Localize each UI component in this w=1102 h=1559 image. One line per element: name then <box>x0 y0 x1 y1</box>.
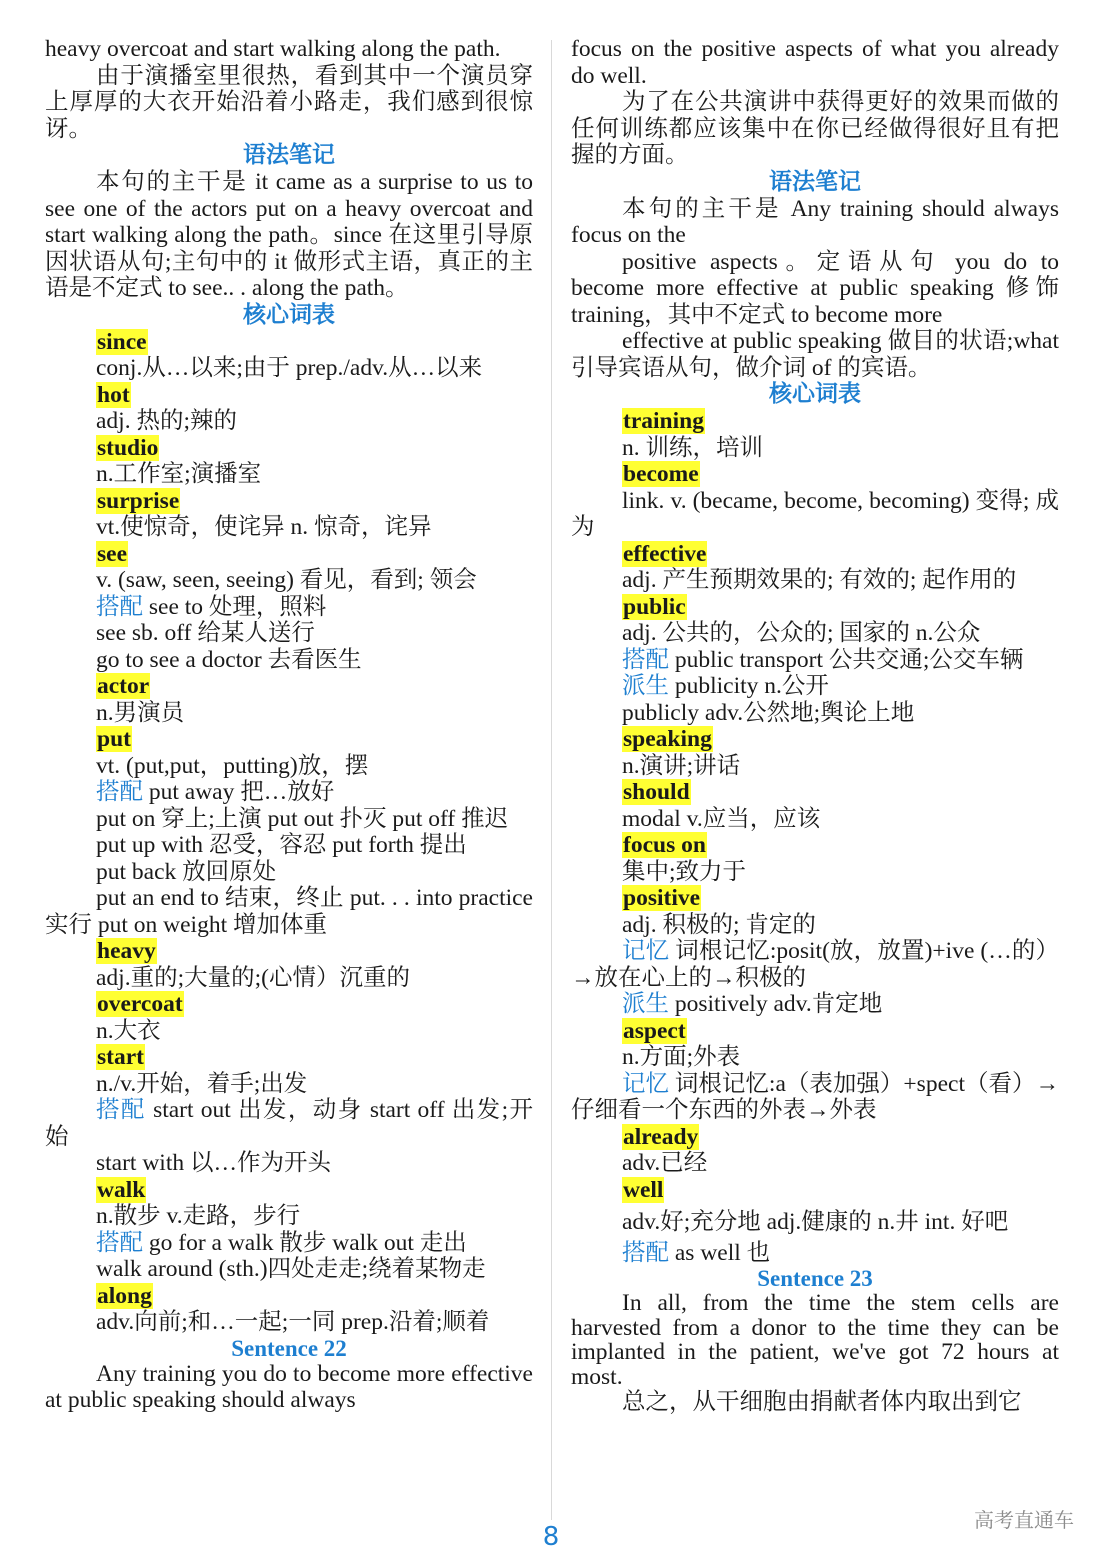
vocab-word: already <box>623 1123 699 1150</box>
vocab-word: overcoat <box>97 991 183 1017</box>
vocab-word: well <box>623 1176 664 1203</box>
collocation-tag: 搭配 <box>96 1097 146 1123</box>
vocab-word: effective <box>623 540 707 567</box>
collocation-tag: 搭配 <box>96 779 143 805</box>
vocab-derivative: 派生 positively adv.肯定地 <box>622 991 883 1017</box>
vocab-collocation: put up with 忍受，容忍 put forth 提出 <box>96 832 467 858</box>
vocab-collocation: 搭配 put away 把…放好 <box>96 779 335 805</box>
vocab-definition: n.大衣 <box>96 1017 161 1044</box>
vocab-word: become <box>623 461 699 487</box>
vocab-word: surprise <box>97 487 180 514</box>
vocab-word: walk <box>97 1176 146 1203</box>
vocab-definition: adv.已经 <box>622 1150 708 1176</box>
vocab-collocation: 搭配 as well 也 <box>622 1239 771 1266</box>
derivative-tag: 派生 <box>622 673 669 699</box>
vocab-word: actor <box>97 673 150 699</box>
vocab-word: focus on <box>623 832 706 858</box>
vocab-heading: 核心词表 <box>769 381 861 407</box>
paragraph-english: Any training you do to become more effective at public speaking should always <box>45 1360 533 1413</box>
collocation-tag: 搭配 <box>96 1229 143 1256</box>
vocab-collocation: 搭配 public transport 公共交通;公交车辆 <box>622 646 1024 673</box>
vocab-definition: n.工作室;演播室 <box>96 461 262 487</box>
vocab-definition: n./v.开始，着手;出发 <box>96 1070 308 1097</box>
vocab-derivative: publicly adv.公然地;舆论上地 <box>622 699 915 726</box>
vocab-definition: vt. (put,put，putting)放，摆 <box>96 752 369 779</box>
page-number: 8 <box>542 1522 560 1552</box>
vocab-definition: n. 训练，培训 <box>622 434 763 461</box>
collocation-tag: 搭配 <box>622 1239 669 1266</box>
vocab-collocation: 搭配 go for a walk 散步 walk out 走出 <box>96 1229 467 1256</box>
vocab-word: aspect <box>623 1017 686 1044</box>
sentence-heading: Sentence 23 <box>757 1266 873 1291</box>
vocab-collocation: walk around (sth.)四处走走;绕着某物走 <box>96 1256 486 1282</box>
vocab-word: put <box>97 726 131 752</box>
vocab-definition: adj. 公共的，公众的; 国家的 n.公众 <box>622 620 981 646</box>
grammar-note: effective at public speaking 做目的状语;what 引导宾语从句，做介词 of 的宾语。 <box>571 328 1059 381</box>
vocab-collocation: put an end to 结束，终止 put. . . into practice 实行 put on weight 增加体重 <box>45 885 533 938</box>
vocab-definition: modal v.应当，应该 <box>622 805 821 832</box>
vocab-word: should <box>623 779 690 805</box>
grammar-heading: 语法笔记 <box>769 168 861 195</box>
watermark: 高考直通车 <box>974 1508 1074 1532</box>
memory-tag: 记忆 <box>622 938 670 964</box>
vocab-collocation: put back 放回原处 <box>96 858 277 885</box>
paragraph-english: focus on the positive aspects of what you already do well. <box>571 36 1059 89</box>
vocab-collocation: 搭配 see to 处理，照料 <box>96 593 327 620</box>
paragraph-translation: 为了在公共演讲中获得更好的效果而做的任何训练都应该集中在你已经做得很好且有把握的方面。 <box>571 89 1059 168</box>
vocab-word: start <box>97 1044 144 1070</box>
vocab-definition: adj.重的;大量的;(心情）沉重的 <box>96 964 410 991</box>
sentence-heading: Sentence 22 <box>231 1335 347 1361</box>
vocab-definition: adj. 产生预期效果的; 有效的; 起作用的 <box>622 567 1017 593</box>
vocab-definition: conj.从…以来;由于 prep./adv.从…以来 <box>96 355 483 381</box>
vocab-memory: 记忆 词根记忆:a（表加强）+spect（看）→仔细看一个东西的外表→外表 <box>571 1070 1059 1123</box>
paragraph-translation: 由于演播室里很热，看到其中一个演员穿上厚厚的大衣开始沿着小路走，我们感到很惊讶。 <box>45 62 533 142</box>
left-column <box>45 36 533 1414</box>
vocab-collocation: start with 以…作为开头 <box>96 1150 331 1176</box>
vocab-definition: v. (saw, seen, seeing) 看见，看到; 领会 <box>96 567 477 593</box>
vocab-collocation: see sb. off 给某人送行 <box>96 620 315 646</box>
vocab-definition: n.演讲;讲话 <box>622 752 741 779</box>
vocab-word: hot <box>97 381 130 408</box>
vocab-definition: link. v. (became, become, becoming) 变得; 成为 <box>571 487 1059 540</box>
vocab-word: heavy <box>97 938 156 964</box>
paragraph-english: In all, from the time the stem cells are harvested from a donor to the time they can be implanted in the patient, we've got 72 hours at most. <box>571 1290 1059 1390</box>
vocab-collocation: go to see a doctor 去看医生 <box>96 646 362 673</box>
collocation-tag: 搭配 <box>622 646 669 673</box>
derivative-tag: 派生 <box>622 991 669 1017</box>
vocab-definition: n.男演员 <box>96 699 185 726</box>
memory-tag: 记忆 <box>622 1070 670 1097</box>
vocab-heading: 核心词表 <box>243 301 335 328</box>
vocab-memory: 记忆 词根记忆:posit(放，放置)+ive (…的）→放在心上的→积极的 <box>571 938 1060 991</box>
grammar-note: 本句的主干是 it came as a surprise to us to see one of the actors put on a heavy overcoat and start walking along the path。since 在这里引导原因状语从句;主句中的 it 做形式主语，真正的主语是不定式 to see.. . along the path。 <box>45 169 533 301</box>
column-divider <box>551 40 552 1520</box>
vocab-word: public <box>623 593 686 620</box>
vocab-definition: n.方面;外表 <box>622 1044 741 1070</box>
vocab-definition: adj. 积极的; 肯定的 <box>622 911 816 938</box>
vocab-definition: vt.使惊奇，使诧异 n. 惊奇，诧异 <box>96 514 432 540</box>
vocab-definition: adv.向前;和…一起;一同 prep.沿着;顺着 <box>96 1309 490 1335</box>
vocab-definition: n.散步 v.走路，步行 <box>96 1203 301 1229</box>
vocab-definition: 集中;致力于 <box>622 858 747 885</box>
paragraph-translation: 总之，从干细胞由捐献者体内取出到它 <box>622 1389 1022 1415</box>
grammar-note: 本句的主干是 Any training should always focus on the <box>571 195 1059 248</box>
collocation-tag: 搭配 <box>96 593 143 620</box>
vocab-word: see <box>97 540 128 567</box>
vocab-definition: adj. 热的;辣的 <box>96 408 237 434</box>
vocab-word: training <box>623 408 704 434</box>
vocab-collocation: put on 穿上;上演 put out 扑灭 put off 推迟 <box>96 805 509 832</box>
vocab-word: studio <box>97 434 159 461</box>
vocab-word: along <box>97 1282 152 1309</box>
vocab-collocation: 搭配 start out 出发，动身 start off 出发;开始 <box>45 1097 533 1150</box>
vocab-word: since <box>97 328 147 355</box>
vocab-word: speaking <box>623 726 712 752</box>
vocab-derivative: 派生 publicity n.公开 <box>622 673 829 699</box>
right-column <box>571 36 1059 1416</box>
vocab-definition: adv.好;充分地 adj.健康的 n.井 int. 好吧 <box>622 1209 1009 1235</box>
grammar-note: positive aspects。定语从句 you do to become more effective at public speaking 修饰 training，其中不定式 to become more <box>571 248 1059 328</box>
paragraph-english: heavy overcoat and start walking along the path. <box>45 36 501 62</box>
grammar-heading: 语法笔记 <box>243 142 335 168</box>
vocab-word: positive <box>623 885 701 911</box>
